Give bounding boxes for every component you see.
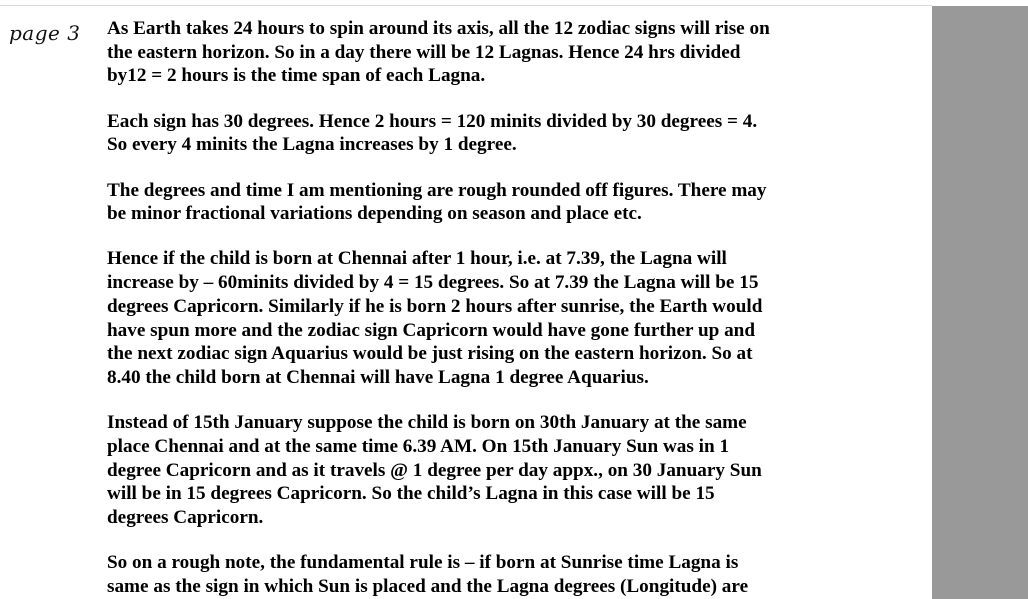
text-line: degrees Capricorn. (107, 506, 264, 528)
viewer-margin (932, 6, 1028, 599)
text-line: the next zodiac sign Aquarius would be just rising on the eastern horizon. So at (107, 343, 753, 365)
text-line: So on a rough note, the fundamental rule is – if born at Sunrise time Lagna is (107, 552, 739, 574)
text-line: The degrees and time I am mentioning are rough rounded off figures. There may (107, 179, 767, 201)
page-content (107, 17, 837, 599)
text-line: increase by – 60minits divided by 4 = 15 degrees. So at 7.39 the Lagna will be 15 (107, 272, 759, 294)
text-line: So every 4 minits the Lagna increases by 1 degree. (107, 134, 517, 156)
text-line: place Chennai and at the same time 6.39 AM. On 15th January Sun was in 1 (107, 435, 730, 457)
text-line: by12 = 2 hours is the time span of each Lagna. (107, 65, 486, 87)
text-line: the eastern horizon. So in a day there will be 12 Lagnas. Hence 24 hrs divided (107, 41, 741, 63)
text-line: will be in 15 degrees Capricorn. So the child’s Lagna in this case will be 15 (107, 483, 715, 505)
page-label: page 3 (9, 21, 81, 45)
paragraph (107, 551, 837, 598)
text-line: Instead of 15th January suppose the child is born on 30th January at the same (107, 412, 747, 434)
paragraph (107, 179, 837, 226)
paragraph (107, 17, 837, 88)
text-line: Hence if the child is born at Chennai after 1 hour, i.e. at 7.39, the Lagna will (107, 248, 727, 270)
document-page (0, 6, 932, 599)
text-line: same as the sign in which Sun is placed and the Lagna degrees (Longitude) are (107, 575, 749, 597)
text-line: be minor fractional variations depending on season and place etc. (107, 203, 642, 225)
text-line: degree Capricorn and as it travels @ 1 degree per day appx., on 30 January Sun (107, 459, 762, 481)
text-line: Each sign has 30 degrees. Hence 2 hours = 120 minits divided by 30 degrees = 4. (107, 110, 758, 132)
paragraph (107, 247, 837, 389)
paragraph (107, 110, 837, 157)
text-line: As Earth takes 24 hours to spin around its axis, all the 12 zodiac signs will rise on (107, 18, 770, 39)
paragraph (107, 411, 837, 530)
text-line: degrees Capricorn. Similarly if he is born 2 hours after sunrise, the Earth would (107, 295, 763, 317)
text-line: have spun more and the zodiac sign Capricorn would have gone further up and (107, 319, 756, 341)
text-line: 8.40 the child born at Chennai will have Lagna 1 degree Aquarius. (107, 366, 649, 388)
